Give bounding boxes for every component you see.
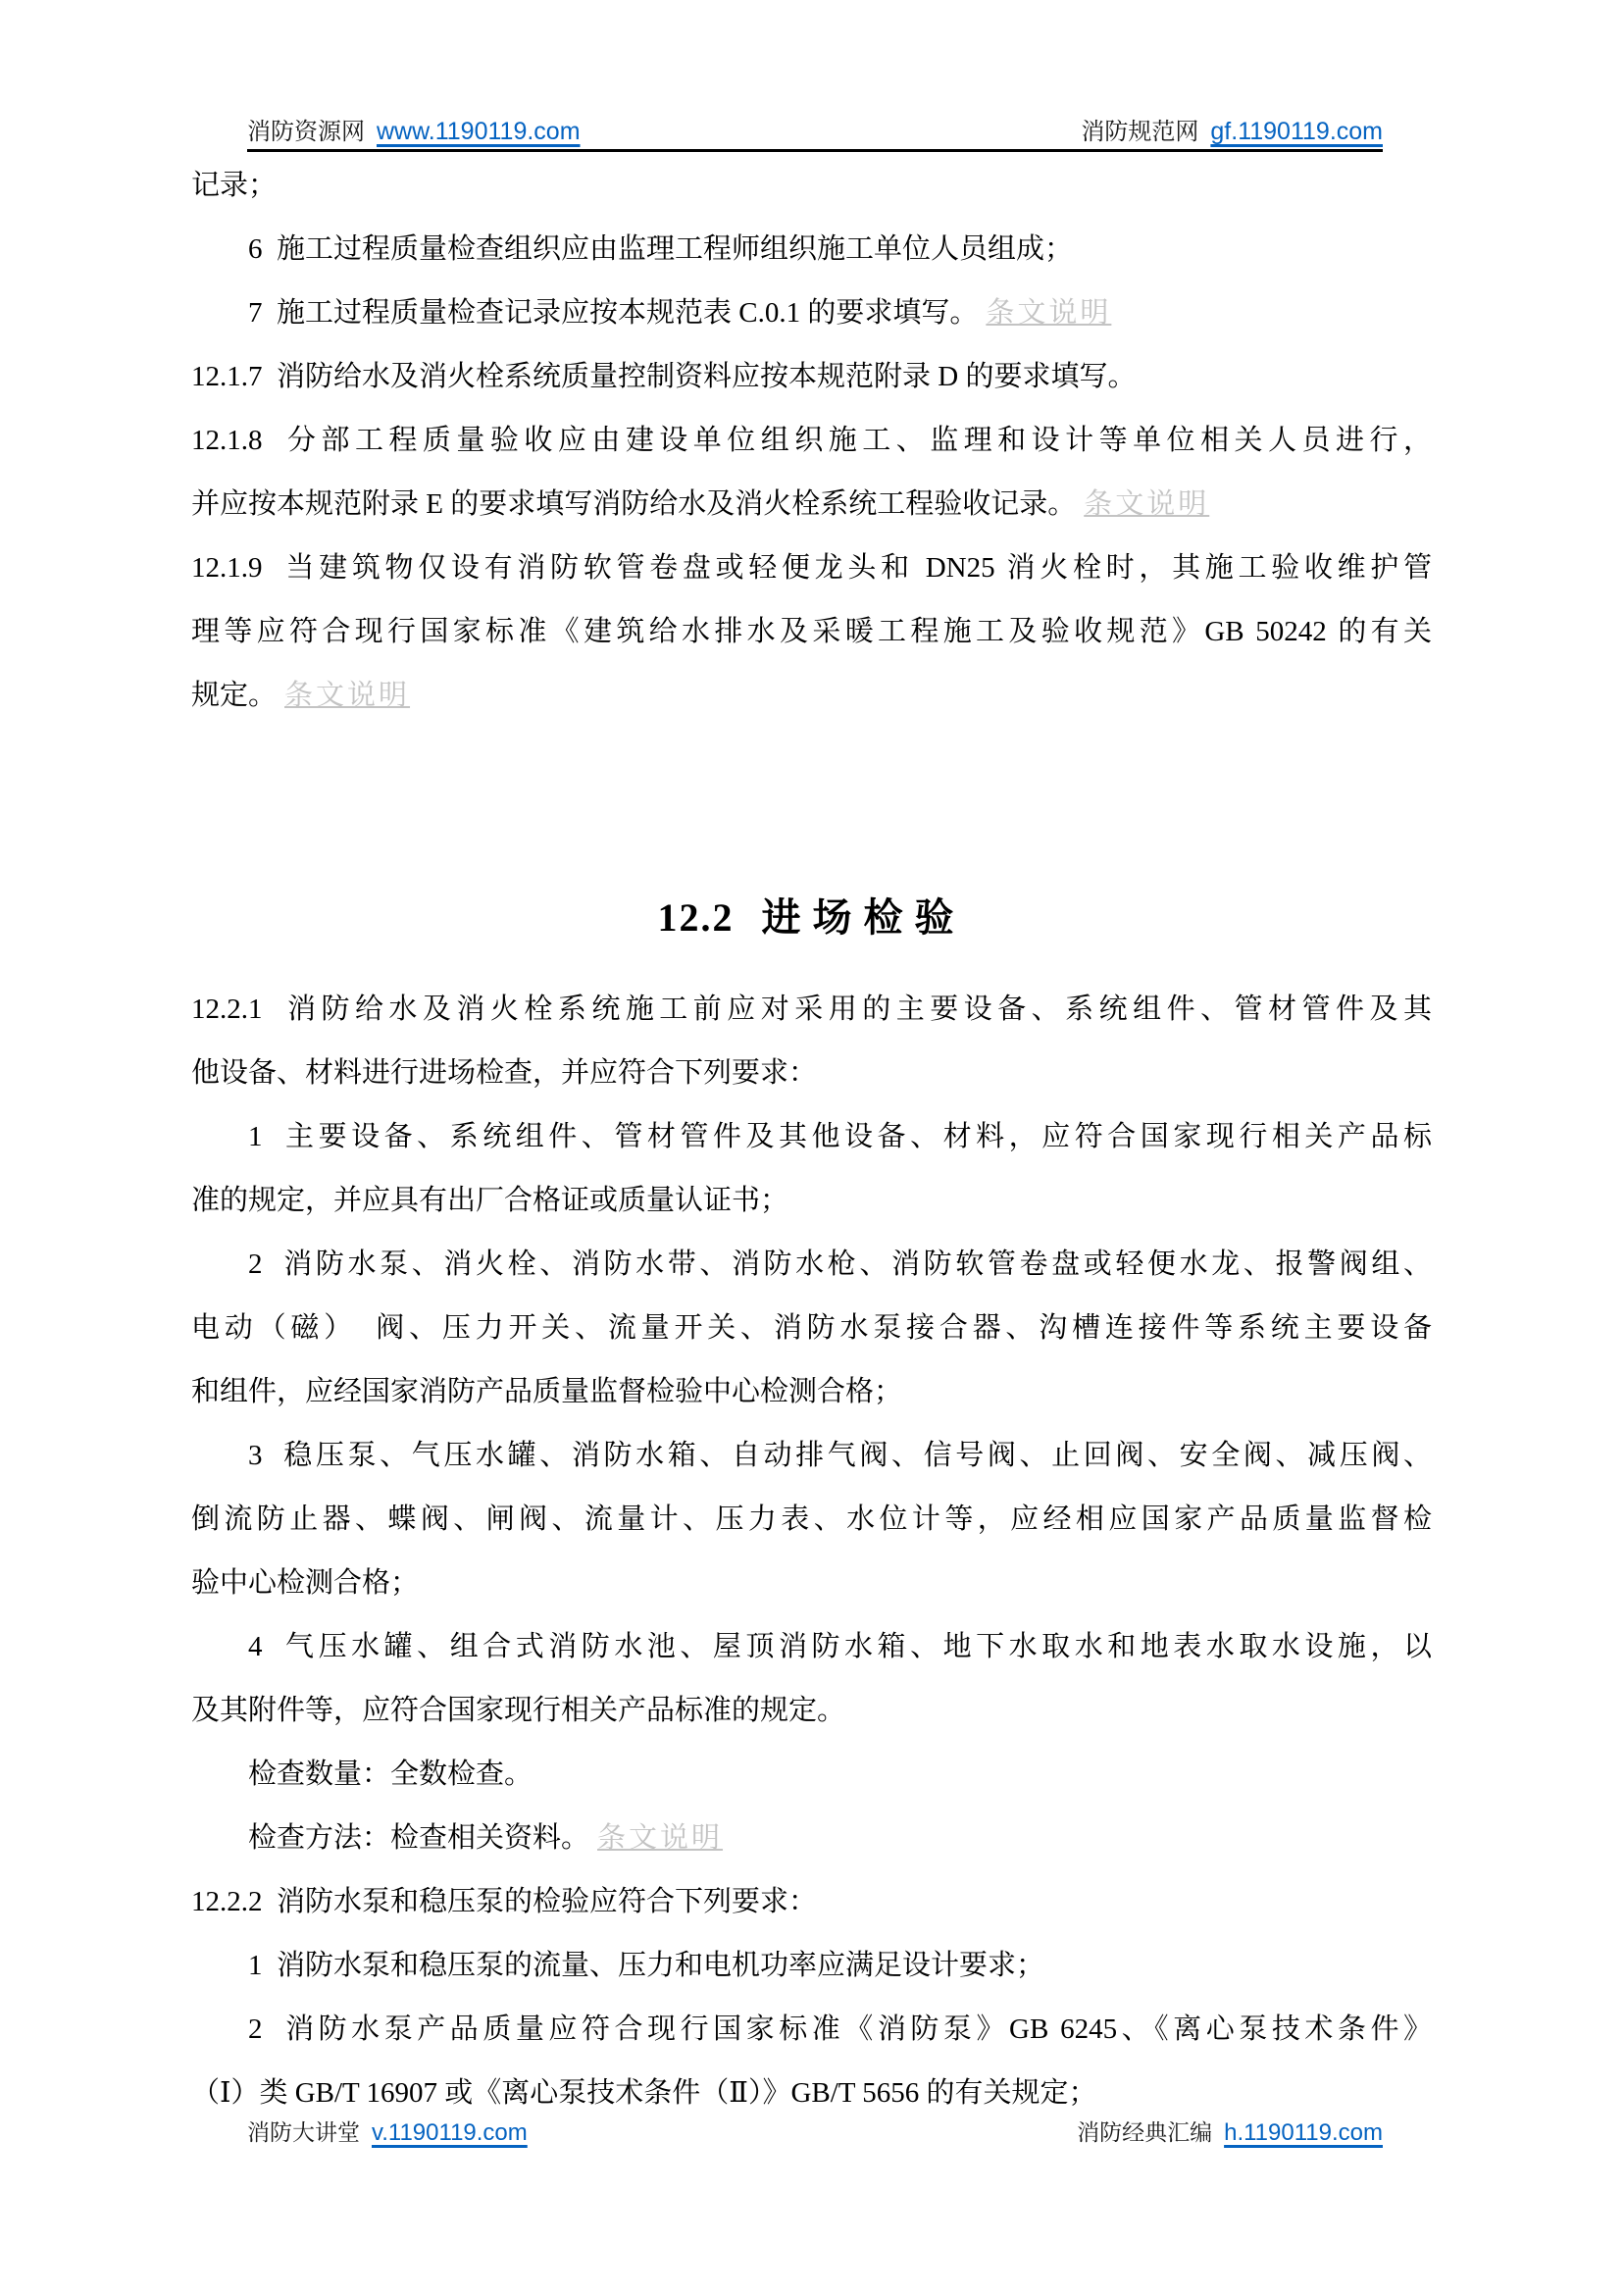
text-line: 验中心检测合格； <box>191 1567 420 1599</box>
text-line: 及其附件等，应符合国家现行相关产品标准的规定。 <box>191 1695 846 1726</box>
text-line: 理等应符合现行国家标准《建筑给水排水及采暖工程施工及验收规范》GB 50242 的有关 <box>191 616 1432 647</box>
section-number: 12.2 <box>657 895 735 940</box>
text-line: 和组件，应经国家消防产品质量监督检验中心检测合格； <box>191 1376 903 1407</box>
text-line: 电动（磁） 阀、压力开关、流量开关、消防水泵接合器、沟槽连接件等系统主要设备 <box>191 1312 1432 1344</box>
text-line: 检查方法：检查相关资料。 条文说明 <box>248 1822 724 1854</box>
clause-note-link[interactable]: 条文说明 <box>1084 488 1210 520</box>
page-footer <box>247 2115 1383 2147</box>
text-line: 规定。 条文说明 <box>191 680 411 711</box>
text-line: 6 施工过程质量检查组织应由监理工程师组织施工单位人员组成； <box>248 233 1074 265</box>
site-name-label: 消防资源网 <box>247 120 365 145</box>
text-line: 12.1.8 分部工程质量验收应由建设单位组织施工、监理和设计等单位相关人员进行， <box>191 425 1432 456</box>
text-line: 2 消防水泵、消火栓、消防水带、消防水枪、消防软管卷盘或轻便水龙、报警阀组、 <box>248 1249 1432 1280</box>
text-line: 并应按本规范附录 E 的要求填写消防给水及消火栓系统工程验收记录。 条文说明 <box>191 488 1210 520</box>
footer-left-link[interactable]: v.1190119.com <box>372 2119 528 2146</box>
section-12-2-body <box>191 978 1432 2125</box>
text-line: 准的规定，并应具有出厂合格证或质量认证书； <box>191 1185 789 1216</box>
section-12-1-body <box>191 154 1432 728</box>
text-line: 倒流防止器、蝶阀、闸阀、流量计、压力表、水位计等，应经相应国家产品质量监督检 <box>191 1504 1432 1535</box>
site-name-label: 消防大讲堂 <box>247 2120 360 2145</box>
footer-left-group <box>247 2115 528 2147</box>
header-right-link[interactable]: gf.1190119.com <box>1210 118 1383 145</box>
text-line: 1 主要设备、系统组件、管材管件及其他设备、材料，应符合国家现行相关产品标 <box>248 1121 1432 1152</box>
site-name-label: 消防规范网 <box>1081 120 1199 145</box>
clause-note-link[interactable]: 条文说明 <box>597 1822 724 1854</box>
text-line: 记录； <box>191 170 278 201</box>
site-name-label: 消防经典汇编 <box>1077 2120 1213 2145</box>
text-line: 12.1.9 当建筑物仅设有消防软管卷盘或轻便龙头和 DN25 消火栓时，其施工验收维护管 <box>191 552 1432 584</box>
text-line: 12.2.1 消防给水及消火栓系统施工前应对采用的主要设备、系统组件、管材管件及其 <box>191 994 1432 1025</box>
header-right-group <box>1081 112 1383 146</box>
clause-note-link[interactable]: 条文说明 <box>986 297 1112 329</box>
section-heading <box>191 886 1432 949</box>
text-line: 3 稳压泵、气压水罐、消防水箱、自动排气阀、信号阀、止回阀、安全阀、减压阀、 <box>248 1440 1432 1471</box>
text-line: （Ⅰ）类 GB/T 16907 或《离心泵技术条件（Ⅱ）》GB/T 5656 的有关规定； <box>191 2077 1097 2109</box>
section-title: 进场检验 <box>761 895 966 940</box>
text-line: 2 消防水泵产品质量应符合现行国家标准《消防泵》GB 6245、《离心泵技术条件》 <box>248 2014 1432 2045</box>
text-line: 4 气压水罐、组合式消防水池、屋顶消防水箱、地下水取水和地表水取水设施，以 <box>248 1631 1432 1662</box>
header-left-link[interactable]: www.1190119.com <box>377 118 581 145</box>
text-line: 检查数量：全数检查。 <box>248 1759 533 1790</box>
text-line: 他设备、材料进行进场检查，并应符合下列要求： <box>191 1057 818 1089</box>
clause-note-link[interactable]: 条文说明 <box>284 680 411 711</box>
text-line: 1 消防水泵和稳压泵的流量、压力和电机功率应满足设计要求； <box>248 1950 1045 1981</box>
page-header <box>247 112 1383 152</box>
header-left-group <box>247 112 581 146</box>
footer-right-link[interactable]: h.1190119.com <box>1224 2119 1383 2146</box>
text-line: 12.1.7 消防给水及消火栓系统质量控制资料应按本规范附录 D 的要求填写。 <box>191 361 1137 392</box>
footer-right-group <box>1077 2115 1383 2147</box>
text-line: 12.2.2 消防水泵和稳压泵的检验应符合下列要求： <box>191 1886 818 1917</box>
text-line: 7 施工过程质量检查记录应按本规范表 C.0.1 的要求填写。 条文说明 <box>248 297 1112 329</box>
